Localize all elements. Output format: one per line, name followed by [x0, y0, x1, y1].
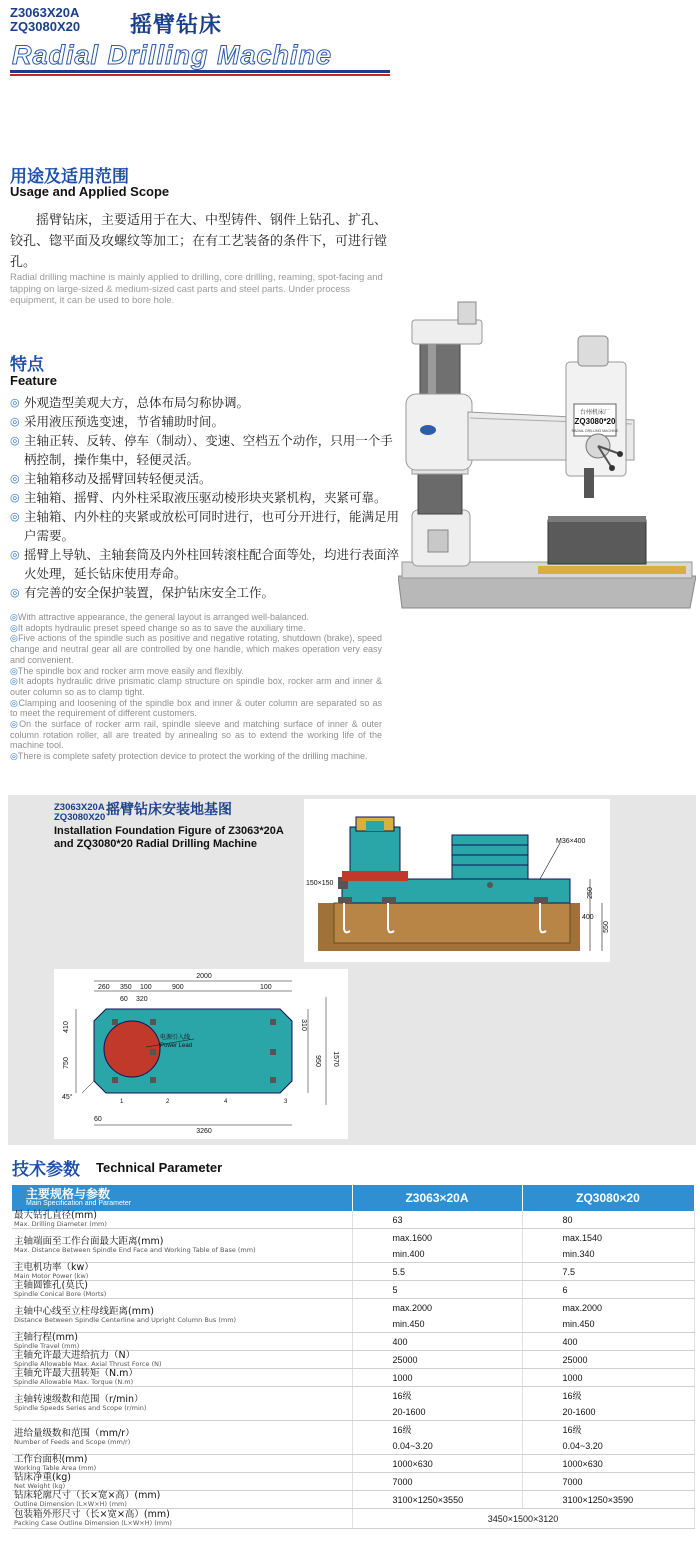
value-z3063 [352, 1333, 522, 1351]
value-line: 16级 [392, 1390, 412, 1401]
table-row [12, 1211, 694, 1229]
param-name-cn: 主电机功率（kw） [14, 1262, 94, 1273]
bullet-icon: ◎ [10, 491, 20, 504]
param-name-cn: 主轴允许最大进给抗力（N） [14, 1350, 136, 1361]
list-item: ◎ 主轴箱、摇臂、内外柱采取液压驱动棱形块夹紧机构，夹紧可靠。 [10, 490, 387, 505]
value-line: 1000 [562, 1372, 583, 1383]
value-line: max.2000 [392, 1302, 433, 1313]
nameplate-model: ZQ3080*20 [574, 417, 616, 426]
dim-260: 260 [98, 984, 110, 991]
value-line: min.450 [562, 1318, 595, 1329]
value-line: 63 [392, 1214, 403, 1225]
param-name-cn: 主轴转速级数和范围（r/min） [14, 1394, 144, 1405]
anchor-pad-3 [534, 897, 548, 903]
install-model-1: Z3063X20A [54, 802, 105, 813]
list-item: ◎ 主轴箱移动及摇臂回转轻便灵活。 [10, 471, 212, 486]
spec-header-param [12, 1185, 352, 1211]
param-name-en: Max. Drilling Diameter (mm) [14, 1220, 107, 1228]
value-line: min.450 [392, 1318, 425, 1329]
marker-3: 3 [284, 1099, 288, 1105]
anchor-pad-1 [338, 897, 352, 903]
install-title-en-2: and ZQ3080*20 Radial Drilling Machine [54, 838, 257, 850]
spindle-motor [578, 336, 608, 366]
param-name-en: Packing Case Outline Dimension (L×W×H) (mm) [14, 1519, 172, 1527]
list-item: ◎ 外观造型美观大方，总体布局匀称协调。 [10, 395, 250, 410]
spec-header-row [12, 1185, 694, 1211]
feed-knob-2 [609, 465, 615, 471]
param-name-cell [12, 1421, 352, 1455]
dim-410: 410 [63, 1021, 70, 1033]
bullet-icon: ◎ [10, 510, 20, 523]
param-name-en: Outline Dimension (L×W×H) (mm) [14, 1500, 127, 1508]
table-row [12, 1369, 694, 1387]
table-row [12, 1281, 694, 1299]
dim-60b: 60 [94, 1116, 102, 1123]
spec-header-col2: ZQ3080×20 [522, 1185, 694, 1211]
param-name-cell [12, 1263, 352, 1281]
dim-350: 350 [120, 984, 132, 991]
value-zq3080 [522, 1491, 694, 1509]
machine-photo [398, 300, 696, 610]
brand-badge [420, 425, 436, 435]
table-row [12, 1387, 694, 1421]
value-zq3080 [522, 1351, 694, 1369]
value-zq3080 [522, 1281, 694, 1299]
param-name-en: Spindle Speeds Series and Scope (r/min) [14, 1404, 147, 1412]
installation-section [8, 795, 696, 1145]
value-line: 400 [562, 1336, 578, 1347]
usage-text-cn: 摇臂钻床，主要适用于在大、中型铸件、钢件上钻孔、扩孔、铰孔、锪平面及攻螺纹等加工；在有工艺装备的条件下，可进行镗孔。 [10, 213, 388, 270]
list-item: ◎ 主轴正转、反转、停车（制动）、变速、空档五个动作，只用一个手柄控制，操作集中，轻便灵活。 [10, 433, 393, 467]
param-name-en: Net Weight (kg) [14, 1482, 66, 1490]
value-zq3080 [522, 1211, 694, 1229]
spec-table [12, 1185, 695, 1529]
bullet-icon: ◎ [10, 697, 19, 708]
value-line: max.1540 [562, 1232, 603, 1243]
param-name-cn: 工作台面积(mm) [14, 1454, 88, 1465]
work-table [548, 520, 646, 564]
param-name-cell [12, 1299, 352, 1333]
param-name-en: Spindle Travel (mm) [14, 1342, 80, 1350]
page-header [10, 4, 390, 76]
table-row [12, 1299, 694, 1333]
marker-2: 2 [166, 1099, 170, 1105]
bullet-icon: ◎ [10, 586, 20, 599]
param-name-en: Spindle Conical Bore (Morts) [14, 1290, 107, 1298]
param-name-cn: 主轴允许最大扭转矩（N.m） [14, 1368, 138, 1379]
value-z3063 [352, 1281, 522, 1299]
list-item: ◎ 采用液压预选变速，节省辅助时间。 [10, 414, 225, 429]
header-models [10, 6, 80, 34]
bolt-1 [112, 1019, 118, 1025]
param-name-cell [12, 1211, 352, 1229]
value-line: min.340 [562, 1248, 595, 1259]
bullet-icon: ◎ [10, 612, 18, 622]
param-name-cn: 包装箱外形尺寸（长×宽×高）(mm) [14, 1509, 170, 1520]
header-blue-rule [10, 70, 390, 73]
power-label-en: Power Lead [160, 1043, 193, 1049]
install-models [54, 803, 105, 822]
param-name-cell [12, 1229, 352, 1263]
value-zq3080 [522, 1229, 694, 1263]
value-z3063 [352, 1421, 522, 1455]
anchor-pad-2 [382, 897, 396, 903]
control-box [428, 530, 448, 552]
dim-320: 320 [136, 996, 148, 1003]
header-red-rule [10, 74, 390, 76]
dim-950: 950 [314, 1055, 321, 1067]
usage-text-en: Radial drilling machine is mainly applied to drilling, core drilling, reaming, spot-facing and tapping on large-sized & medium-sized cast parts and steel parts. Under process equipment, it can be used to bore hole. [10, 272, 383, 306]
table-row [12, 1263, 694, 1281]
dim-150: 150×150 [306, 880, 334, 887]
bolt-leader [540, 843, 560, 879]
value-line: 25000 [392, 1354, 418, 1365]
header-model-2: ZQ3080X20 [10, 19, 81, 34]
column-motor [458, 302, 476, 324]
spec-header-cn: 主要规格与参数 [26, 1187, 111, 1201]
param-name-cn: 进给量级数和范围（mm/r） [14, 1428, 135, 1439]
bolt-2 [150, 1019, 156, 1025]
bullet-icon: ◎ [10, 434, 20, 447]
value-z3063 [352, 1491, 522, 1509]
value-line: 3100×1250×3590 [562, 1494, 634, 1505]
value-line: 1000×630 [562, 1458, 603, 1469]
value-zq3080 [522, 1333, 694, 1351]
bullet-icon: ◎ [10, 415, 20, 428]
side-elevation-drawing [304, 799, 610, 962]
param-name-cn: 最大钻孔直径(mm) [14, 1210, 97, 1221]
dim-900: 900 [172, 984, 184, 991]
list-item: ◎ 摇臂上导轨、主轴套筒及内外柱回转滚柱配合面等处，均进行表面淬火处理，延长钻床使用寿命。 [10, 547, 400, 581]
dim-400: 400 [582, 914, 594, 921]
side-elevation-panel [304, 799, 610, 962]
param-name-cn: 主轴中心线至立柱母线距离(mm) [14, 1306, 154, 1317]
table-row [12, 1491, 694, 1509]
param-name-en: Main Motor Power (kw) [14, 1272, 89, 1280]
feed-knob [617, 451, 623, 457]
feature-title-cn: 特点 [10, 355, 44, 375]
dim-100a: 100 [140, 984, 152, 991]
value-line: 16级 [392, 1424, 412, 1435]
header-title-en: Radial Drilling Machine [12, 40, 333, 70]
bolt-5 [150, 1077, 156, 1083]
param-name-cell [12, 1351, 352, 1369]
value-line: 7.5 [562, 1266, 576, 1277]
install-title-cn: 摇臂钻床安装地基图 [106, 802, 232, 818]
value-line: 5 [392, 1284, 398, 1295]
usage-title-en: Usage and Applied Scope [10, 184, 170, 199]
value-z3063 [352, 1229, 522, 1263]
value-zq3080 [522, 1263, 694, 1281]
param-name-cell [12, 1473, 352, 1491]
dim-1570: 1570 [332, 1051, 339, 1067]
nameplate-sub: RADIAL DRILLING MACHINE [571, 429, 619, 433]
bolt-4 [112, 1077, 118, 1083]
param-name-cell [12, 1369, 352, 1387]
value-z3063 [352, 1263, 522, 1281]
param-name-en: Working Table Area (mm) [14, 1464, 97, 1472]
value-zq3080 [522, 1387, 694, 1421]
param-name-en: Number of Feeds and Scope (mm/r) [14, 1438, 131, 1446]
value-zq3080 [522, 1421, 694, 1455]
table-row [12, 1473, 694, 1491]
table-row [12, 1509, 694, 1529]
bolt-8 [270, 1049, 276, 1055]
dim-2000: 2000 [196, 973, 212, 980]
value-line: 7000 [562, 1476, 583, 1487]
param-name-en: Max. Distance Between Spindle End Face and Working Table of Base (mm) [14, 1246, 256, 1254]
machine-base [398, 576, 696, 608]
tech-title-cn: 技术参数 [12, 1160, 80, 1180]
install-model-2: ZQ3080X20 [54, 811, 106, 823]
bolt-7 [150, 1049, 156, 1055]
value-line: 1000×630 [392, 1458, 433, 1469]
usage-title-cn: 用途及适用范围 [10, 167, 129, 187]
value-line: 16级 [562, 1390, 582, 1401]
value-zq3080 [522, 1369, 694, 1387]
work-table-top [548, 516, 646, 522]
bolt-3 [270, 1019, 276, 1025]
install-title-en [54, 825, 284, 851]
bullet-icon: ◎ [10, 676, 19, 687]
bolt-6 [270, 1077, 276, 1083]
param-name-cell [12, 1491, 352, 1509]
foundation-pit [334, 903, 570, 943]
value-line: 16级 [562, 1424, 582, 1435]
param-name-cell [12, 1509, 352, 1529]
value-z3063 [352, 1299, 522, 1333]
param-name-cell [12, 1455, 352, 1473]
spindle [584, 468, 594, 498]
dim-310: 310 [300, 1019, 307, 1031]
value-z3063 [352, 1455, 522, 1473]
feature-list-cn [10, 393, 402, 602]
param-name-cn: 钻床净重(kg) [14, 1472, 71, 1483]
value-z3063 [352, 1473, 522, 1491]
param-name-cn: 主轴行程(mm) [14, 1332, 78, 1343]
value-line: 0.04~3.20 [562, 1440, 603, 1451]
machine-base-slot [538, 566, 686, 574]
work-table-block [452, 835, 528, 879]
value-line: 400 [392, 1336, 408, 1347]
value-line: 20-1600 [392, 1406, 426, 1417]
dim-550: 550 [603, 921, 610, 933]
bullet-icon: ◎ [10, 472, 20, 485]
bullet-icon: ◎ [10, 633, 19, 644]
dim-750: 750 [63, 1057, 70, 1069]
value-z3063 [352, 1369, 522, 1387]
value-line: 7000 [392, 1476, 413, 1487]
value-line: 6 [562, 1284, 568, 1295]
param-name-cn: 钻床轮廓尺寸（长×宽×高）(mm) [14, 1490, 161, 1501]
param-name-cn: 主轴圆锥孔(莫氏) [14, 1280, 88, 1291]
dim-45: 45° [62, 1094, 73, 1101]
dim-3260: 3260 [196, 1128, 212, 1135]
param-name-cell [12, 1281, 352, 1299]
value-z3063 [352, 1351, 522, 1369]
dim-60: 60 [120, 996, 128, 1003]
plan-view-drawing [54, 969, 348, 1139]
spec-header-en: Main Specification and Parameter [26, 1200, 132, 1207]
value-line: 20-1600 [562, 1406, 596, 1417]
value-line: max.1600 [392, 1232, 433, 1243]
value-zq3080 [522, 1473, 694, 1491]
bullet-icon: ◎ [10, 665, 18, 676]
bullet-icon: ◎ [10, 396, 20, 409]
value-line: 25000 [562, 1354, 588, 1365]
value-line: 80 [562, 1214, 573, 1225]
bullet-icon: ◎ [10, 622, 18, 633]
param-name-en: Distance Between Spindle Centerline and Upright Column Bus (mm) [14, 1316, 237, 1324]
table-row [12, 1351, 694, 1369]
table-row [12, 1455, 694, 1473]
value-line: 5.5 [392, 1266, 406, 1277]
outer-column-lower [418, 470, 462, 514]
bullet-icon: ◎ [10, 548, 20, 561]
nameplate-brand: 台州机床厂 [579, 409, 611, 416]
value-line: min.400 [392, 1248, 425, 1259]
tech-title-en: Technical Parameter [96, 1160, 223, 1175]
value-zq3080 [522, 1455, 694, 1473]
value-line: 0.04~3.20 [392, 1440, 433, 1451]
bullet-icon: ◎ [10, 751, 18, 762]
value-z3063 [352, 1211, 522, 1229]
marker-1: 1 [120, 1099, 124, 1105]
value-line: 1000 [392, 1372, 413, 1383]
table-row [12, 1333, 694, 1351]
header-title-cn: 摇臂钻床 [130, 13, 223, 38]
header-model-1: Z3063X20A [10, 5, 80, 20]
list-item: ◎ 主轴箱、内外柱的夹紧或放松可同时进行，也可分开进行，能满足用户需要。 [10, 509, 400, 543]
list-item: ◎ 有完善的安全保护装置，保护钻床安全工作。 [10, 585, 275, 600]
feature-list-en: ◎With attractive appearance, the general layout is arranged well-balanced. ◎It adopts hydraulic preset speed change so as to save the auxiliary time. ◎Five actions of the spindle such as positive and negative rotating, shutdown (brake), speed change and neutral gear all are controlled by one handle, which makes operation very easy and convenient. ◎The spindle box and rocker arm move easily and flexibly. ◎It adopts hydraulic drive prismatic clamp structure on spindle box, rocker arm and inner & outer column so as to clamp tight. ◎Clamping and loosening of the spindle box and inner & outer column are separated so as to meet the requirement of different customers. ◎On the surface of rocker arm rail, spindle sleeve and matching surface of inner & outer column rotation roller, all are treated by annealing so as to extend the working life of the machine tool. ◎There is complete safety protection device to protect the working of the drilling machine. [10, 612, 383, 762]
dim-250: 250 [587, 887, 594, 899]
column-cap-inner [366, 821, 384, 831]
value-zq3080 [522, 1299, 694, 1333]
dim-100b: 100 [260, 984, 272, 991]
column-step [342, 871, 408, 881]
bolt-marker [487, 882, 493, 888]
value-line: max.2000 [562, 1302, 603, 1313]
plan-view-panel [54, 969, 348, 1139]
dim-bolt: M36×400 [556, 838, 586, 845]
spec-header-col1: Z3063×20A [352, 1185, 522, 1211]
power-label-cn: 电源引入线 [160, 1034, 191, 1041]
param-name-en: Spindle Allowable Max. Axial Thrust Force (N) [14, 1360, 162, 1368]
param-name-cell [12, 1387, 352, 1421]
diag-45 [82, 1081, 94, 1093]
param-name-cell [12, 1333, 352, 1351]
param-name-cn: 主轴端面至工作台面最大距离(mm) [14, 1236, 164, 1247]
value-packing: 3450×1500×3120 [352, 1509, 694, 1529]
rocker-sleeve [406, 394, 472, 470]
table-row [12, 1229, 694, 1263]
value-line: 3100×1250×3550 [392, 1494, 464, 1505]
table-row [12, 1421, 694, 1455]
bullet-icon: ◎ [10, 719, 20, 730]
install-title-en-1: Installation Foundation Figure of Z3063*20A [54, 825, 284, 837]
feature-title-en: Feature [10, 373, 57, 388]
param-name-en: Spindle Allowable Max. Torque (N.m) [14, 1378, 134, 1386]
marker-4: 4 [224, 1099, 228, 1105]
value-z3063 [352, 1387, 522, 1421]
